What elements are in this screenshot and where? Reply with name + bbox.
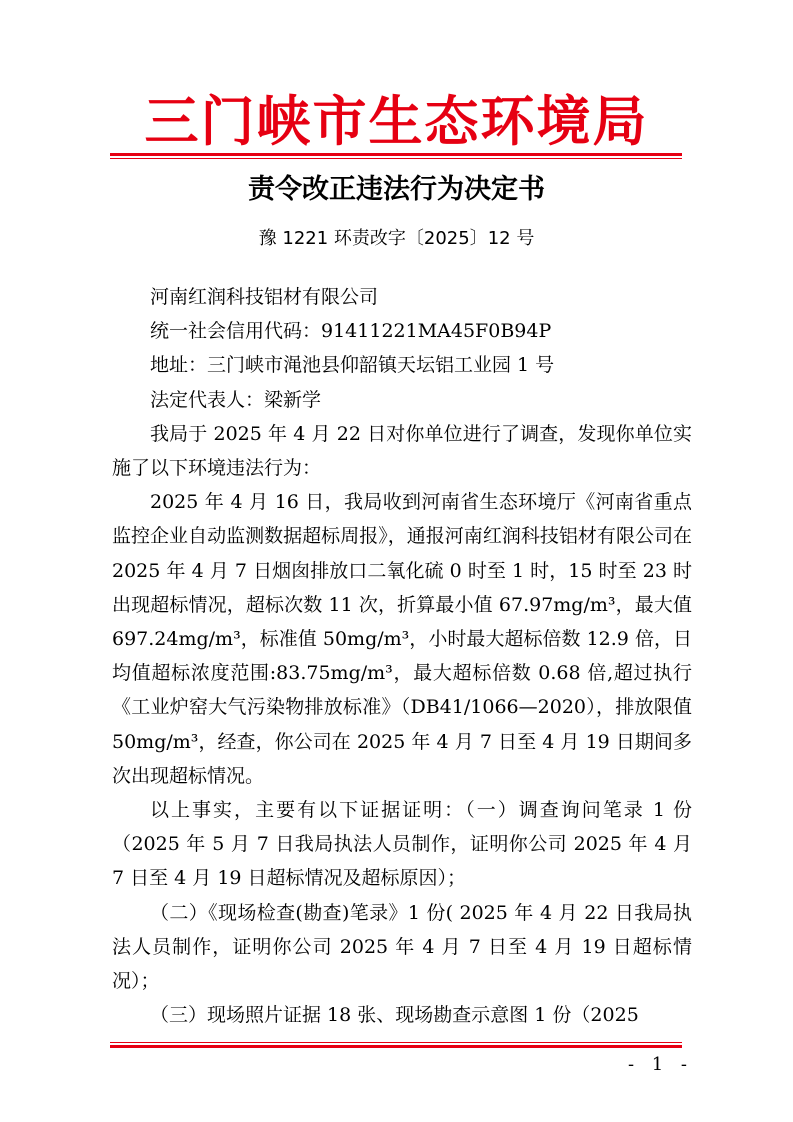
paragraph-investigation: 我局于 2025 年 4 月 22 日对你单位进行了调查，发现你单位实施了以下环境违法行为：	[112, 422, 692, 480]
header-red-rule-thick	[110, 153, 682, 156]
paragraph-evidence-2: （二）《现场检查(勘查)笔录》1 份( 2025 年 4 月 22 日我局执法人员制作，证明你公司 2025 年 4 月 7 日至 4 月 19 日超标情况）；	[112, 901, 692, 993]
document-title: 责令改正违法行为决定书	[248, 174, 545, 205]
paragraph-violation-facts: 2025 年 4 月 16 日，我局收到河南省生态环境厅《河南省重点监控企业自动监测数据超标周报》，通报河南红润科技铝材有限公司在 2025 年 4 月 7 日烟囱排放口二氧化硫 0 时至 1 时，15 时至 23 时出现超标情况，超标次数 11 次，折算最小值 67.97mg/m³，最大值 697.24mg/m³，标准值 50mg/m³，小时最大超标倍数 12.9 倍，日均值超标浓度范围:83.75mg/m³，最大超标倍数 0.68 倍,超过执行《工业炉窑大气污染物排放标准》（DB41/1066—2020），排放限值 50mg/m³，经查，你公司在 2025 年 4 月 7 日至 4 月 19 日期间多次出现超标情况。	[112, 491, 692, 787]
credit-code: 统一社会信用代码：91411221MA45F0B94P	[150, 320, 552, 343]
paragraph-evidence-1: 以上事实，主要有以下证据证明：（一）调查询问笔录 1 份（2025 年 5 月 7 日我局执法人员制作，证明你公司 2025 年 4 月 7 日至 4 月 19 日超标情况及超标原因）；	[112, 799, 692, 890]
paragraph-evidence-3: （三）现场照片证据 18 张、现场勘查示意图 1 份（2025	[150, 1004, 639, 1027]
company-address: 地址：三门峡市渑池县仰韶镇天坛铝工业园 1 号	[150, 354, 555, 377]
document-body	[112, 280, 692, 1032]
agency-masthead: 三门峡市生态环境局	[144, 89, 649, 153]
header-red-rule-thin	[110, 158, 682, 159]
legal-representative: 法定代表人：梁新学	[150, 388, 322, 411]
page-number: - 1 -	[627, 1054, 693, 1075]
document-number: 豫 1221 环责改字〔2025〕12 号	[258, 228, 535, 249]
footer-red-rule-thin	[110, 1042, 682, 1043]
footer-red-rule-thick	[110, 1045, 682, 1048]
company-name: 河南红润科技铝材有限公司	[150, 286, 379, 308]
